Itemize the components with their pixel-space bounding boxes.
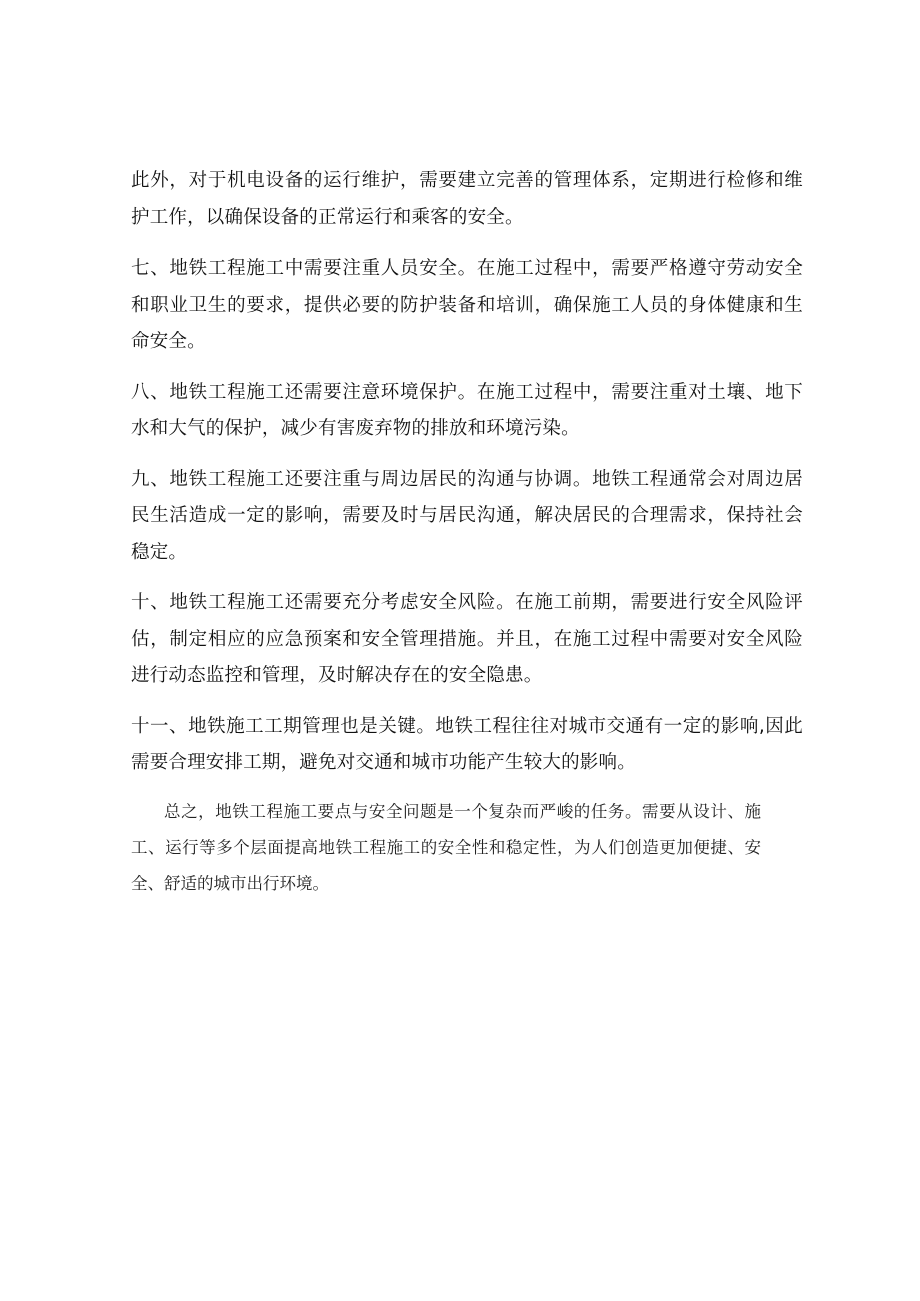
paragraph-summary: 总之，地铁工程施工要点与安全问题是一个复杂而严峻的任务。需要从设计、施工、运行等多个层面提高地铁工程施工的安全性和稳定性，为人们创造更加便捷、安全、舒适的城市出行环境。 (131, 801, 761, 893)
paragraph-equipment-maintenance: 此外，对于机电设备的运行维护，需要建立完善的管理体系，定期进行检修和维护工作，以确保设备的正常运行和乘客的安全。 (131, 170, 803, 228)
paragraph-safety-risk: 十、地铁工程施工还需要充分考虑安全风险。在施工前期，需要进行安全风险评估，制定相应的应急预案和安全管理措施。并且，在施工过程中需要对安全风险进行动态监控和管理，及时解决存在的安全隐患。 (131, 592, 803, 686)
paragraph-schedule-management: 十一、地铁施工工期管理也是关键。地铁工程往往对城市交通有一定的影响,因此需要合理安排工期，避免对交通和城市功能产生较大的影响。 (131, 715, 803, 773)
document-body (131, 163, 803, 902)
paragraph-personnel-safety: 七、地铁工程施工中需要注重人员安全。在施工过程中，需要严格遵守劳动安全和职业卫生的要求，提供必要的防护装备和培训，确保施工人员的身体健康和生命安全。 (131, 258, 803, 352)
paragraph-resident-communication: 九、地铁工程施工还要注重与周边居民的沟通与协调。地铁工程通常会对周边居民生活造成一定的影响，需要及时与居民沟通，解决居民的合理需求，保持社会稳定。 (131, 468, 803, 563)
paragraph-environmental-protection: 八、地铁工程施工还需要注意环境保护。在施工过程中，需要注重对土壤、地下水和大气的保护，减少有害废弃物的排放和环境污染。 (131, 381, 803, 439)
